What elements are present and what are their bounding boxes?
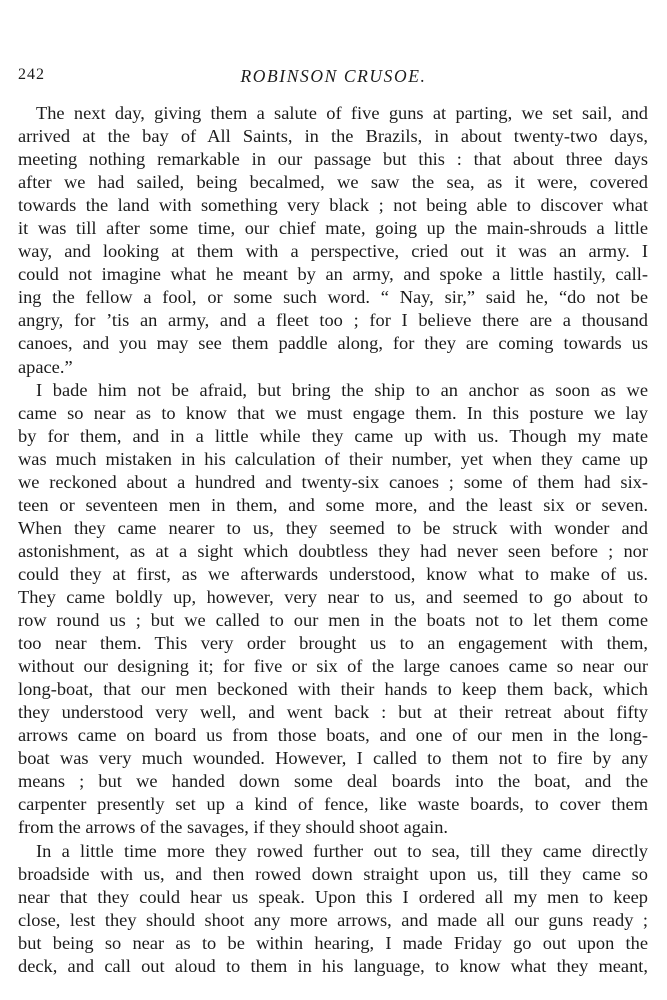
text-line: row round us ; but we called to our men in the boats not to let them come bbox=[18, 610, 648, 631]
text-line: meeting nothing remarkable in our passage but this : that about three days bbox=[18, 149, 648, 170]
text-line: close, lest they should shoot any more arrows, and made all our guns ready ; bbox=[18, 909, 648, 930]
text-line: They came boldly up, however, very near to us, and seemed to go about to bbox=[18, 586, 648, 607]
text-line: came so near as to know that we must engage them. In this posture we lay bbox=[18, 402, 648, 423]
text-line: canoes, and you may see them paddle along, for they are coming towards us bbox=[18, 333, 648, 354]
text-line: towards the land with something very black ; not being able to discover what bbox=[18, 195, 648, 216]
text-line: it was till after some time, our chief mate, going up the main-shrouds a little bbox=[18, 218, 648, 239]
text-line: after we had sailed, being becalmed, we saw the sea, as it were, covered bbox=[18, 172, 648, 193]
text-line: boat was very much wounded. However, I called to them not to fire by any bbox=[18, 748, 648, 769]
text-line: carpenter presently set up a kind of fence, like waste boards, to cover them bbox=[18, 794, 648, 815]
text-line: way, and looking at them with a perspective, cried out it was an army. I bbox=[18, 241, 648, 262]
text-line: angry, for ’tis an army, and a fleet too ; for I believe there are a thousand bbox=[18, 310, 648, 331]
text-line: broadside with us, and then rowed down straight upon us, till they came so bbox=[18, 863, 648, 884]
text-line: means ; but we handed down some deal boards into the boat, and the bbox=[18, 771, 648, 792]
text-line: astonishment, as at a sight which doubtless they had never seen before ; nor bbox=[18, 540, 648, 561]
text-line: from the arrows of the savages, if they should shoot again. bbox=[18, 817, 449, 838]
text-line: I bade him not be afraid, but bring the ship to an anchor as soon as we bbox=[36, 379, 648, 400]
text-line: When they came nearer to us, they seemed to be struck with wonder and bbox=[18, 517, 648, 538]
text-line: without our designing it; for five or six of the large canoes came so near our bbox=[18, 656, 648, 677]
text-line: but being so near as to be within hearing, I made Friday go out upon the bbox=[18, 932, 648, 953]
text-line: could they at first, as we afterwards understood, know what to make of us. bbox=[18, 563, 648, 584]
text-line: they understood very well, and went back : but at their retreat about fifty bbox=[18, 702, 648, 723]
text-line: In a little time more they rowed further out to sea, till they came directly bbox=[36, 840, 648, 861]
paragraph-2 bbox=[18, 379, 648, 840]
text-line: near that they could hear us speak. Upon this I ordered all my men to keep bbox=[18, 886, 648, 907]
text-line: we reckoned about a hundred and twenty-six canoes ; some of them had six- bbox=[18, 471, 648, 492]
paragraph-3 bbox=[18, 840, 648, 978]
text-line: deck, and call out aloud to them in his language, to know what they meant, bbox=[18, 955, 648, 976]
text-line: apace.” bbox=[18, 356, 73, 377]
page-header bbox=[18, 66, 649, 90]
text-line: by for them, and in a little while they came up with us. Though my mate bbox=[18, 425, 648, 446]
text-line: was much mistaken in his calculation of their number, yet when they came up bbox=[18, 448, 648, 469]
running-title: ROBINSON CRUSOE. bbox=[240, 66, 427, 86]
text-line: could not imagine what he meant by an army, and spoke a little hastily, call- bbox=[18, 264, 648, 285]
paragraph-1 bbox=[18, 102, 648, 379]
text-line: too near them. This very order brought us to an engagement with them, bbox=[18, 633, 648, 654]
text-line: The next day, giving them a salute of five guns at parting, we set sail, and bbox=[36, 103, 648, 123]
text-line: long-boat, that our men beckoned with their hands to keep them back, which bbox=[18, 679, 648, 700]
text-line: teen or seventeen men in them, and some more, and the least six or seven. bbox=[18, 494, 648, 515]
text-line: arrows came on board us from those boats, and one of our men in the long- bbox=[18, 725, 648, 746]
body-text bbox=[18, 102, 648, 978]
page-number: 242 bbox=[18, 66, 45, 83]
text-line: arrived at the bay of All Saints, in the Brazils, in about twenty-two days, bbox=[18, 126, 648, 147]
text-line: ing the fellow a fool, or some such word. “ Nay, sir,” said he, “do not be bbox=[18, 287, 648, 308]
